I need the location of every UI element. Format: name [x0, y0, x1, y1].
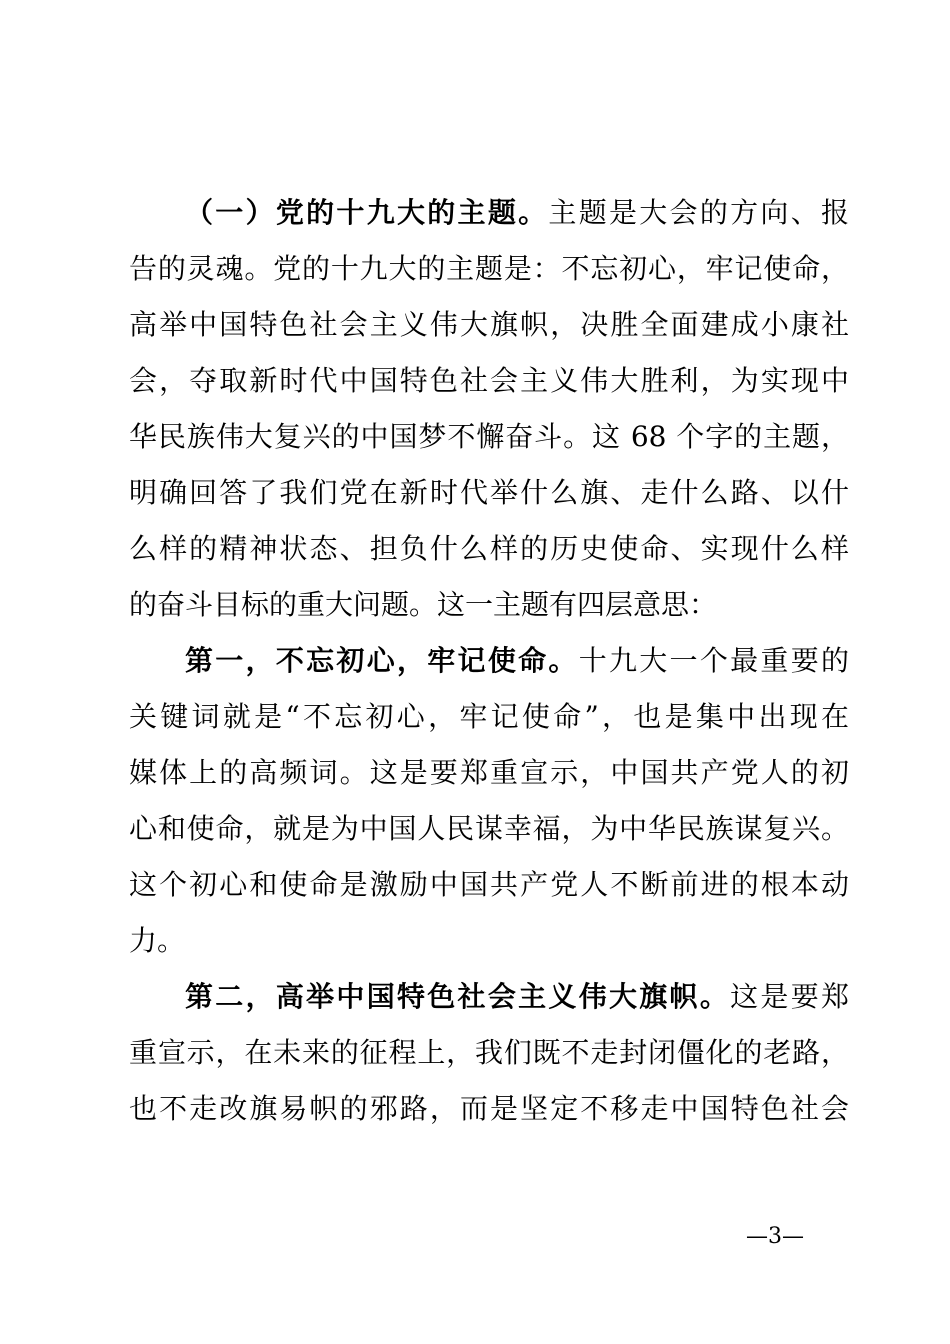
paragraph-2-line-2: 关键词就是“不忘初心，牢记使命”，也是集中出现在	[129, 700, 849, 733]
paragraph-1-line-2: 告的灵魂。党的十九大的主题是：不忘初心，牢记使命，	[129, 252, 849, 285]
paragraph-3-line-1	[185, 977, 849, 1017]
paragraph-2-line-1	[185, 641, 849, 681]
paragraph-1-line-6: 明确回答了我们党在新时代举什么旗、走什么路、以什	[129, 476, 849, 509]
page-number: —3—	[746, 1224, 804, 1249]
paragraph-3-line-1-text: 这是要郑	[730, 980, 849, 1013]
paragraph-1-line-1	[185, 193, 849, 233]
paragraph-2-line-6: 力。	[129, 924, 186, 957]
paragraph-2-line-5: 这个初心和使命是激励中国共产党人不断前进的根本动	[129, 868, 849, 901]
paragraph-2-heading: 第一，不忘初心，牢记使命。	[185, 644, 579, 677]
paragraph-3-line-3: 也不走改旗易帜的邪路，而是坚定不移走中国特色社会	[129, 1092, 849, 1125]
paragraph-1-line-7: 么样的精神状态、担负什么样的历史使命、实现什么样	[129, 532, 849, 565]
paragraph-2-line-4: 心和使命，就是为中国人民谋幸福，为中华民族谋复兴。	[129, 812, 849, 845]
paragraph-2-line-3: 媒体上的高频词。这是要郑重宣示，中国共产党人的初	[129, 756, 849, 789]
paragraph-1-line-4: 会，夺取新时代中国特色社会主义伟大胜利，为实现中	[129, 364, 849, 397]
paragraph-1-heading: （一）党的十九大的主题。	[185, 196, 549, 229]
paragraph-3-line-2: 重宣示，在未来的征程上，我们既不走封闭僵化的老路，	[129, 1036, 849, 1069]
paragraph-1-line-8: 的奋斗目标的重大问题。这一主题有四层意思：	[129, 588, 718, 621]
paragraph-1-line-5: 华民族伟大复兴的中国梦不懈奋斗。这 68 个字的主题，	[129, 420, 849, 453]
paragraph-1-line-1-text: 主题是大会的方向、报	[548, 196, 849, 229]
paragraph-1-line-3: 高举中国特色社会主义伟大旗帜，决胜全面建成小康社	[129, 308, 849, 341]
paragraph-2-line-1-text: 十九大一个最重要的	[578, 644, 849, 677]
paragraph-3-heading: 第二，高举中国特色社会主义伟大旗帜。	[185, 980, 731, 1013]
